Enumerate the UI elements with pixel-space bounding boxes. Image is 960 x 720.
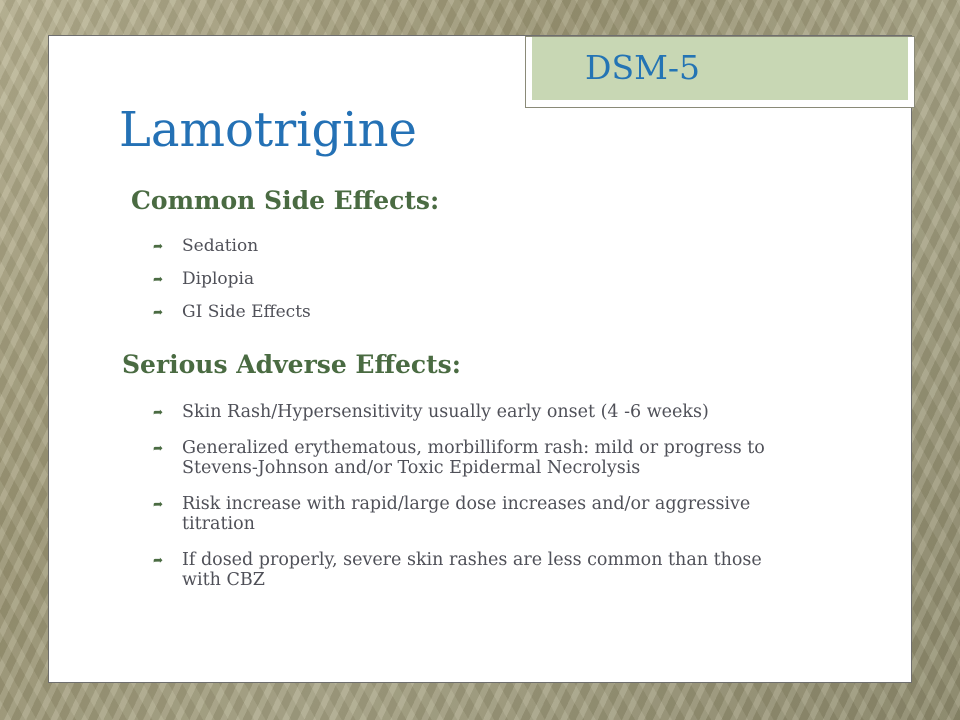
list-item-text: Generalized erythematous, morbilliform rash: mild or progress to Stevens-Johnson and/or Toxic Epidermal Necrolysis <box>182 438 765 478</box>
list-item <box>153 236 311 269</box>
list-item-text: GI Side Effects <box>182 302 311 322</box>
list-item <box>153 302 311 335</box>
serious-adverse-effects-heading: Serious Adverse Effects: <box>122 350 461 379</box>
list-item-text: If dosed properly, severe skin rashes are less common than those with CBZ <box>182 550 762 590</box>
list-item <box>153 269 311 302</box>
list-item <box>153 438 853 478</box>
list-item <box>153 494 853 534</box>
section-badge-label: DSM-5 <box>585 48 701 87</box>
bullet-icon: ➦ <box>153 553 164 567</box>
list-item-text: Skin Rash/Hypersensitivity usually early onset (4 -6 weeks) <box>182 402 709 422</box>
bullet-icon: ➦ <box>153 305 164 319</box>
bullet-icon: ➦ <box>153 405 164 419</box>
list-item <box>153 550 853 590</box>
section-badge-fill <box>532 37 908 100</box>
bullet-icon: ➦ <box>153 272 164 286</box>
serious-adverse-effects-list <box>153 402 853 606</box>
list-item <box>153 402 853 422</box>
list-item-text: Diplopia <box>182 269 255 289</box>
section-badge <box>525 36 915 108</box>
common-side-effects-heading: Common Side Effects: <box>131 186 440 215</box>
bullet-icon: ➦ <box>153 441 164 455</box>
bullet-icon: ➦ <box>153 239 164 253</box>
bullet-icon: ➦ <box>153 497 164 511</box>
slide-title: Lamotrigine <box>119 102 417 158</box>
list-item-text: Risk increase with rapid/large dose increases and/or aggressive titration <box>182 494 751 534</box>
list-item-text: Sedation <box>182 236 259 256</box>
common-side-effects-list <box>153 236 311 335</box>
